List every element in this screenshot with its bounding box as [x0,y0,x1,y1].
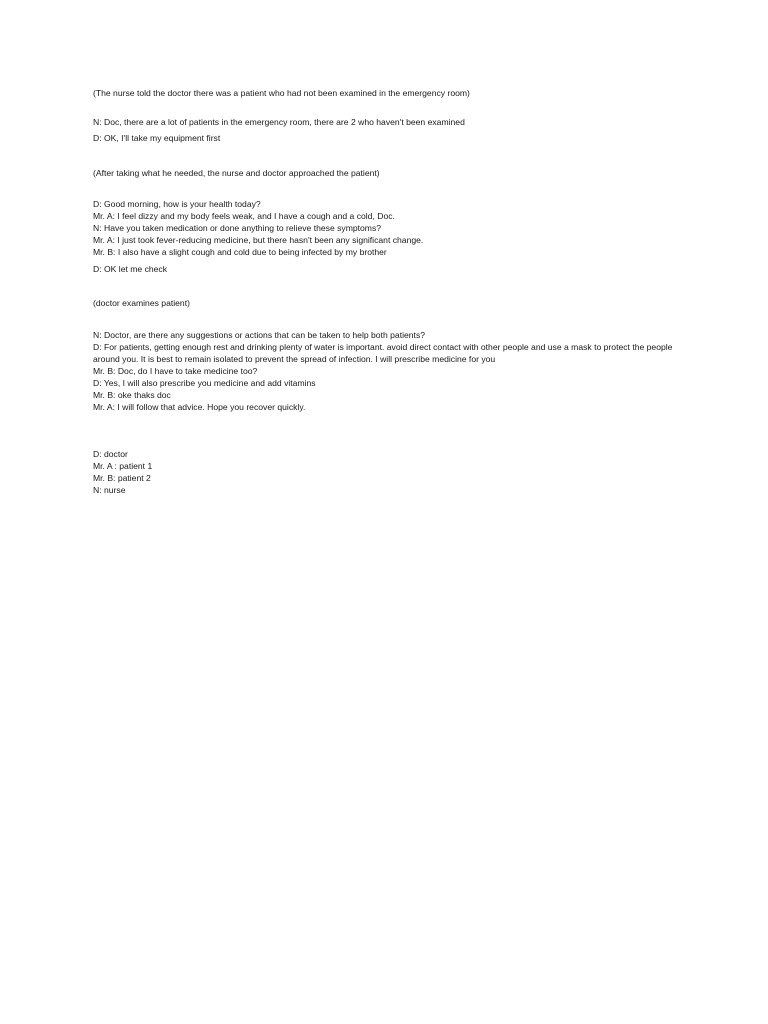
dialogue-line: Mr. A: I feel dizzy and my body feels weak, and I have a cough and a cold, Doc. [93,211,395,221]
dialogue-line: Mr. B: Doc, do I have to take medicine too? [93,366,258,376]
dialogue-line: N: Doctor, are there any suggestions or actions that can be taken to help both patients? [93,330,426,340]
dialogue-line: D: Good morning, how is your health today? [93,199,261,209]
dialogue-line: Mr. B: oke thaks doc [93,390,171,400]
dialogue-line: Mr. A: I will follow that advice. Hope you recover quickly. [93,402,306,412]
stage-note-3: (doctor examines patient) [93,298,190,308]
legend-item: Mr. A : patient 1 [93,461,153,471]
legend-item: Mr. B: patient 2 [93,473,151,483]
scene-1-dialogue [93,116,683,144]
doctor-advice: D: For patients, getting enough rest and drinking plenty of water is important. avoid direct contact with other people and use a mask to protect the people around you. It is best to remain isolated to prevent the spread of infection. I will prescribe medicine for you [93,342,673,364]
dialogue-line: N: Doc, there are a lot of patients in the emergency room, there are 2 who haven't been examined [93,117,465,127]
dialogue-line: D: OK, I'll take my equipment first [93,133,221,143]
scene-2-dialogue [93,198,683,258]
legend-item: N: nurse [93,485,126,495]
intro-note: (The nurse told the doctor there was a patient who had not been examined in the emergency room) [93,88,470,98]
legend-item: D: doctor [93,449,128,459]
stage-note-2: (After taking what he needed, the nurse and doctor approached the patient) [93,168,380,178]
character-legend [93,448,683,496]
dialogue-line: D: OK let me check [93,264,168,274]
dialogue-line: Mr. B: I also have a slight cough and cold due to being infected by my brother [93,247,387,257]
scene-3-dialogue [93,365,683,413]
dialogue-line: Mr. A: I just took fever-reducing medicine, but there hasn't been any significant change. [93,235,424,245]
dialogue-line: N: Have you taken medication or done anything to relieve these symptoms? [93,223,382,233]
dialogue-line: D: Yes, I will also prescribe you medicine and add vitamins [93,378,316,388]
